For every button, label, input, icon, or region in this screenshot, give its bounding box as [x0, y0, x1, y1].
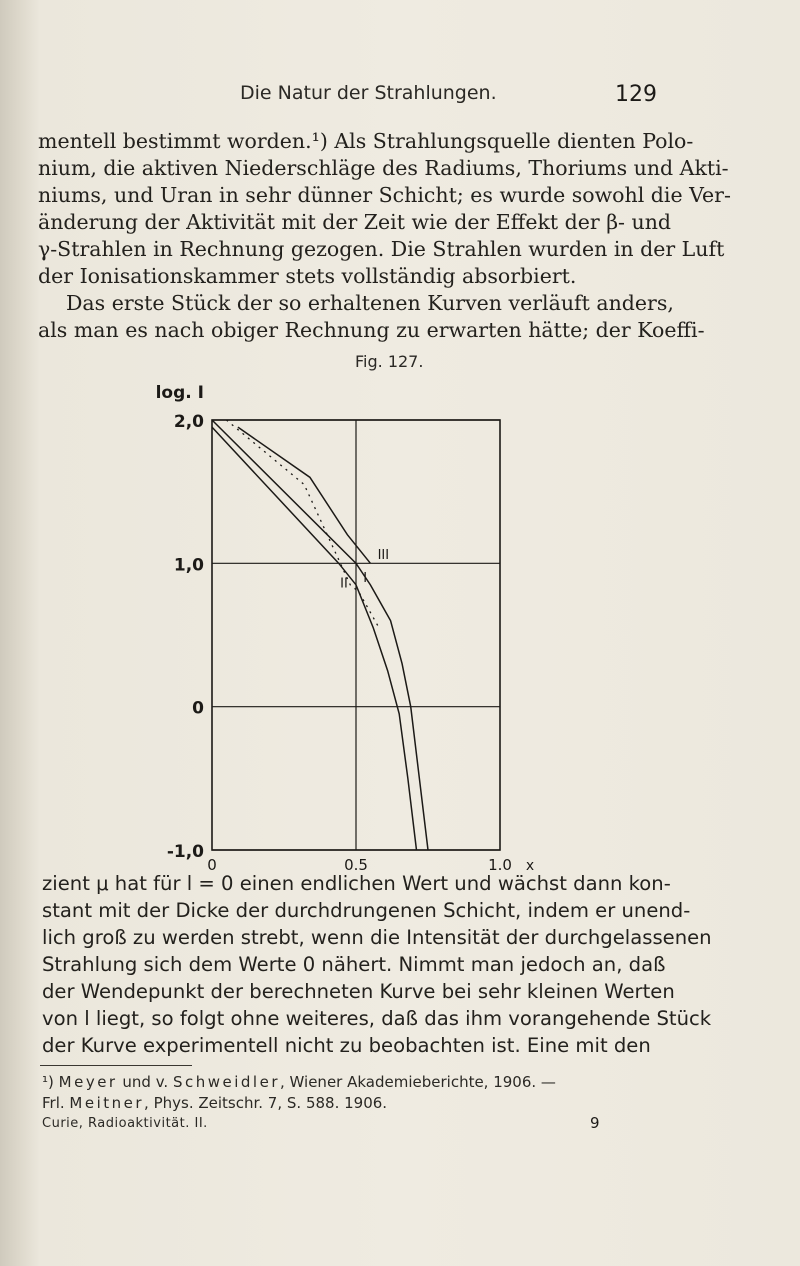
curve-label: II [340, 576, 348, 592]
x-tick-label: 1.0 [488, 856, 512, 870]
paragraph-block-1 [38, 128, 731, 344]
figure-caption: Fig. 127. [355, 352, 424, 371]
footnote-prefix: Frl. [42, 1094, 65, 1112]
curve-label: III [377, 548, 390, 564]
text-line: nium, die aktiven Niederschläge des Radiums, Thoriums und Akti- [38, 156, 729, 180]
footnote-marker: ¹) [42, 1073, 54, 1091]
text-line: änderung der Aktivität mit der Zeit wie der Effekt der β- und [38, 210, 672, 234]
signature-number: 9 [590, 1114, 600, 1132]
text-line: als man es nach obiger Rechnung zu erwarten hätte; der Koeffi- [38, 318, 705, 342]
printer-signature: Curie, Radioaktivität. II. [42, 1116, 208, 1131]
footnote-line-1 [42, 1072, 682, 1093]
y-tick-label: 2,0 [173, 412, 204, 432]
text-line: von l liegt, so folgt ohne weiteres, daß das ihm vorangehende Stück [42, 1007, 712, 1030]
footnote [42, 1072, 682, 1114]
text-line: der Kurve experimentell nicht zu beobachten ist. Eine mit den [42, 1034, 651, 1057]
text-line: mentell bestimmt worden.¹) Als Strahlungsquelle dienten Polo- [38, 129, 694, 153]
x-axis-label: x [525, 858, 535, 870]
footnote-reference: , Wiener Akademieberichte, 1906. — [280, 1073, 556, 1091]
footnote-author: Schweidler [172, 1073, 280, 1091]
x-tick-label: 0 [207, 856, 217, 870]
series-line-ii [212, 427, 416, 850]
y-tick-label: 1,0 [173, 555, 204, 576]
text-line: Strahlung sich dem Werte 0 nähert. Nimmt man jedoch an, daß [42, 953, 666, 976]
footnote-divider [40, 1065, 192, 1066]
x-tick-label: 0.5 [344, 856, 368, 870]
y-axis-label: log. I [155, 383, 204, 403]
footnote-author: Meitner [69, 1094, 145, 1112]
y-tick-label: 0 [192, 698, 204, 719]
running-title: Die Natur der Strahlungen. [240, 82, 497, 104]
text-line: γ-Strahlen in Rechnung gezogen. Die Strahlen wurden in der Luft [38, 237, 725, 261]
footnote-connector: und v. [122, 1073, 169, 1091]
y-tick-label: -1,0 [166, 842, 204, 862]
text-line: lich groß zu werden strebt, wenn die Intensität der durchgelassenen [42, 926, 712, 949]
text-line: Das erste Stück der so erhaltenen Kurven verläuft anders, [66, 291, 674, 315]
text-line: niums, und Uran in sehr dünner Schicht; es wurde sowohl die Ver- [38, 183, 731, 207]
text-line: der Wendepunkt der berechneten Kurve bei sehr kleinen Werten [42, 980, 675, 1003]
footnote-line-2 [42, 1093, 682, 1114]
figure-chart [0, 370, 800, 870]
series-line-i [212, 420, 428, 850]
text-line: stant mit der Dicke der durchdrungenen Schicht, indem er unend- [42, 899, 691, 922]
page-header [0, 82, 800, 122]
footnote-reference: , Phys. Zeitschr. 7, S. 588. 1906. [144, 1094, 388, 1112]
curve-label: I [363, 570, 368, 586]
footnote-author: Meyer [58, 1073, 118, 1091]
text-line: der Ionisationskammer stets vollständig absorbiert. [38, 264, 577, 288]
paragraph-block-3 [42, 870, 712, 1059]
page-number: 129 [615, 82, 657, 107]
series-line-iii [238, 427, 370, 563]
text-line: zient μ hat für l = 0 einen endlichen Wert und wächst dann kon- [42, 872, 671, 895]
